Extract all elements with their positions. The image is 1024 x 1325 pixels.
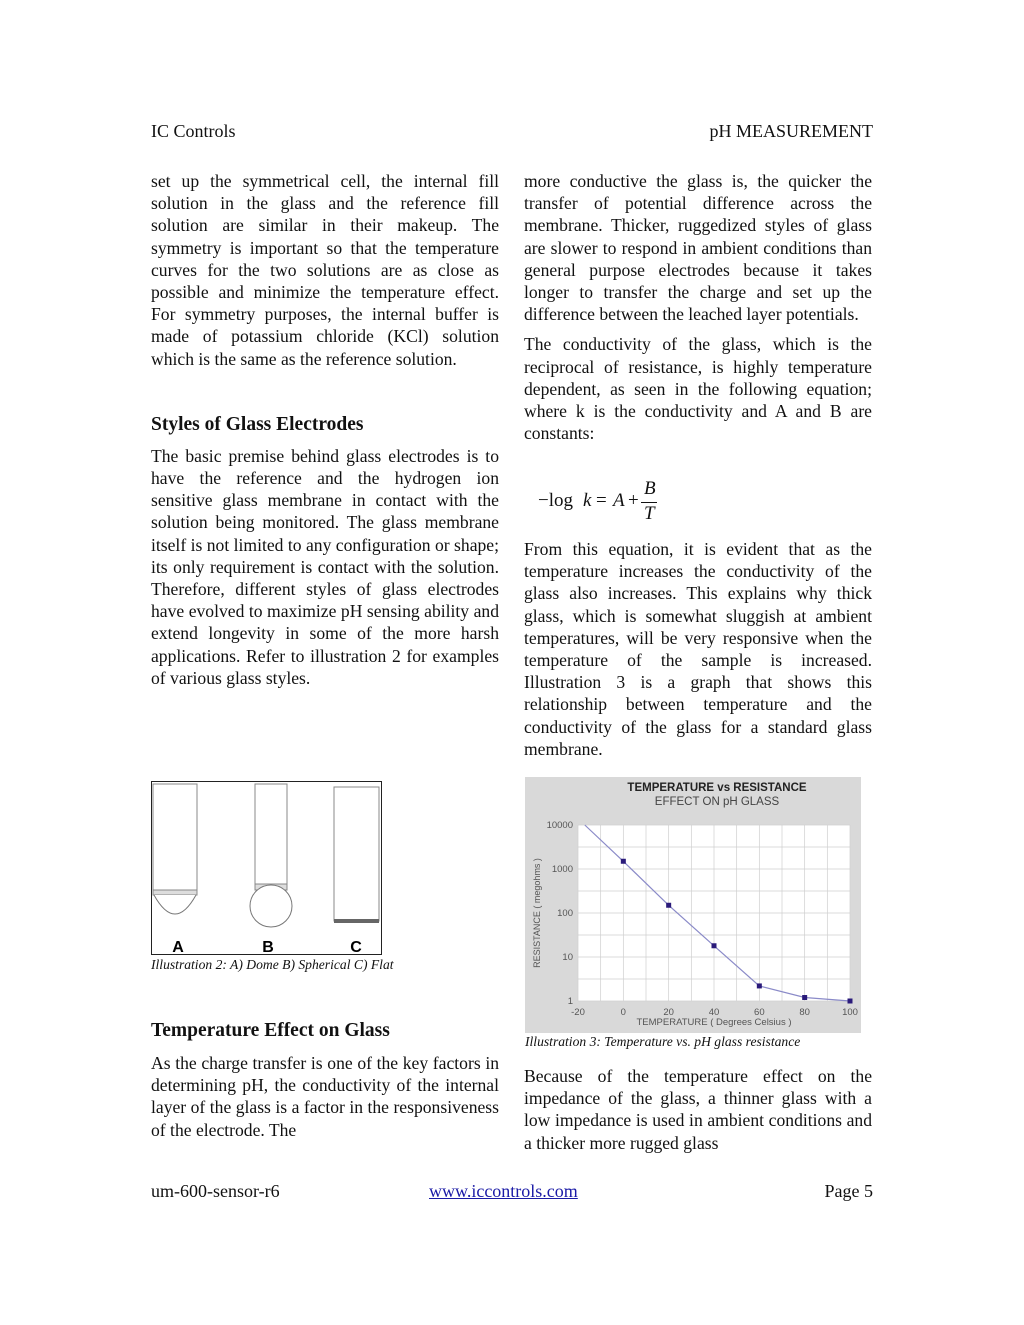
y-tick-label: 1 xyxy=(567,996,573,1007)
left-temperature-paragraph: As the charge transfer is one of the key factors in determining pH, the conductivity of the internal layer of the glass is a factor in the responsiveness of the electrode. The xyxy=(151,1053,499,1140)
header-left: IC Controls xyxy=(151,121,236,141)
data-point xyxy=(666,903,671,908)
dome-electrode-icon xyxy=(153,784,197,914)
eq-denominator: T xyxy=(644,503,655,524)
eq-neg-log: −log xyxy=(538,490,573,511)
chart-x-axis-label: TEMPERATURE ( Degrees Celsius ) xyxy=(636,1017,792,1028)
chart-y-axis-label: RESISTANCE ( megohms ) xyxy=(532,858,542,968)
chart-svg xyxy=(525,777,861,1033)
eq-k: k xyxy=(583,490,592,511)
data-point xyxy=(712,943,717,948)
right-column-middle xyxy=(524,538,872,760)
caption-illustration-2: Illustration 2: A) Dome B) Spherical C) Flat xyxy=(151,957,394,972)
left-column-bottom xyxy=(151,1019,499,1141)
heading-temperature-effect: Temperature Effect on Glass xyxy=(151,1020,390,1041)
label-b: B xyxy=(262,939,274,956)
y-tick-label: 1000 xyxy=(551,864,573,875)
chart-title: TEMPERATURE vs RESISTANCE xyxy=(627,782,807,794)
data-point xyxy=(621,859,626,864)
glass-styles-svg xyxy=(151,781,383,957)
y-tick-label: 10 xyxy=(562,952,573,963)
eq-numerator: B xyxy=(644,478,656,499)
eq-a: A xyxy=(613,490,625,511)
x-tick-label: 40 xyxy=(708,1007,720,1018)
x-tick-label: -20 xyxy=(571,1007,585,1018)
y-tick-label: 100 xyxy=(557,908,573,919)
x-tick-label: 60 xyxy=(754,1007,765,1018)
conductivity-equation xyxy=(538,478,678,528)
right-equation-paragraph: From this equation, it is evident that as the temperature increases the conductivity of the glass also increases. This explains why thick glass, which is somewhat sluggish at ambient temperatures, will be very responsive when the temperature of the sample is increased. Illustration 3 is a graph that shows this relationship between temperature and the conductivity of the glass for a standard glass membrane. xyxy=(524,539,872,759)
chart-subtitle: EFFECT ON pH GLASS xyxy=(654,796,780,808)
y-tick-label: 10000 xyxy=(546,820,573,831)
right-conductive-paragraph: more conductive the glass is, the quicker the transfer of potential difference across the membrane. Thicker, ruggedized styles of glass are slower to respond in ambient conditions than general purpose electrodes because it takes longer to transfer the charge and set up the difference between the leached layer potentials. xyxy=(524,171,872,325)
right-column-bottom xyxy=(524,1065,872,1154)
temperature-resistance-chart xyxy=(525,777,861,1033)
x-tick-label: 0 xyxy=(620,1007,626,1018)
right-conductivity-paragraph: The conductivity of the glass, which is the reciprocal of resistance, is highly temperature dependent, as seen in the following equation; where k is the conductivity and A and B are constants: xyxy=(524,334,872,444)
flat-electrode-icon xyxy=(334,787,379,923)
left-intro-paragraph: set up the symmetrical cell, the internal fill solution in the glass and the reference fill solution are similar in their makeup. The symmetry is important so that the temperature curves for the two solutions are as close as possible and minimize the temperature effect. For symmetry purposes, the internal buffer is made of potassium chloride (KCl) solution which is the same as the reference solution. xyxy=(151,171,499,369)
eq-equals: = xyxy=(596,490,607,511)
data-point xyxy=(802,995,807,1000)
right-impedance-paragraph: Because of the temperature effect on the impedance of the glass, a thinner glass with a low impedance is used in ambient conditions and a thicker more rugged glass xyxy=(524,1066,872,1153)
footer-page-number: Page 5 xyxy=(824,1181,873,1201)
label-c: C xyxy=(350,939,362,956)
header-right: pH MEASUREMENT xyxy=(709,121,873,141)
x-tick-label: 80 xyxy=(799,1007,810,1018)
illustration-2-glass-styles xyxy=(151,781,381,955)
footer-website-link[interactable]: www.iccontrols.com xyxy=(429,1181,578,1201)
left-column-top xyxy=(151,170,499,689)
spherical-electrode-icon xyxy=(250,784,292,927)
data-point xyxy=(757,983,762,988)
left-styles-paragraph: The basic premise behind glass electrodes is to have the reference and the hydrogen ion sensitive glass membrane in contact with the solution being monitored. The glass membrane itself is not limited to any configuration or shape; its only requirement is contact with the solution. Therefore, different styles of glass electrodes have evolved to maximize pH sensing ability and extend longevity in some of the more harsh applications. Refer to illustration 2 for examples of various glass styles. xyxy=(151,445,499,688)
data-point xyxy=(848,999,853,1004)
x-tick-label: 20 xyxy=(663,1007,674,1018)
eq-plus: + xyxy=(628,490,639,511)
heading-styles-of-glass: Styles of Glass Electrodes xyxy=(151,413,364,435)
x-tick-label: 100 xyxy=(842,1007,858,1018)
caption-illustration-3: Illustration 3: Temperature vs. pH glass resistance xyxy=(525,1034,801,1049)
footer-doc-id: um-600-sensor-r6 xyxy=(151,1181,280,1201)
right-column-top xyxy=(524,170,872,444)
label-a: A xyxy=(172,939,184,956)
